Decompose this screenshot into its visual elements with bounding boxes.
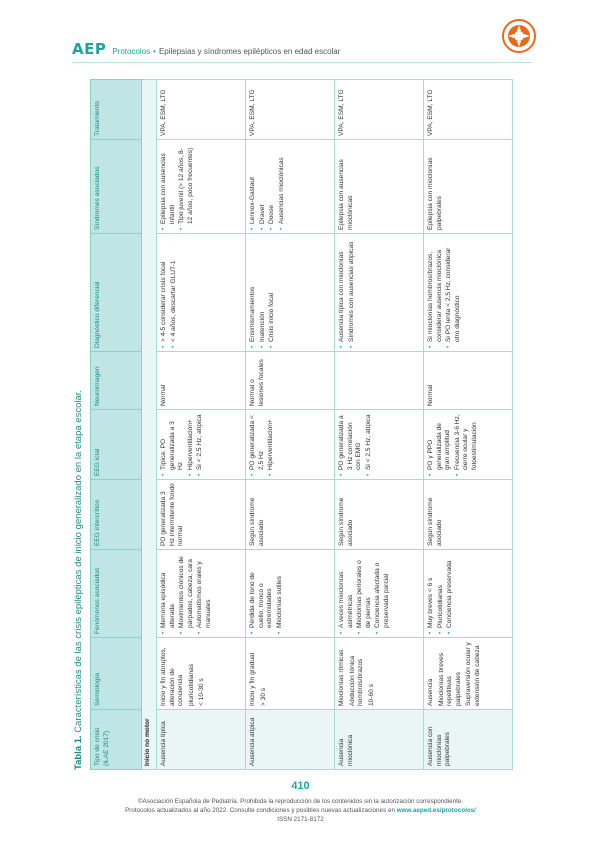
semiologia-line: 10-60 s [367,684,375,706]
list-item: • Movimientos clónicos de párpados, cabeza, cara [178,553,195,634]
table-container [73,80,528,770]
list-item: • Conciencia afectada o preservada parcial [374,553,391,634]
semiologia-line: pluricotidianas [187,663,195,706]
cell-diagnostico [424,234,513,352]
footer-update-line [0,806,601,815]
cell-tratamiento: VPA, ESM, LTG [246,80,335,140]
semiologia-line: Abducción tónica hombros/brazos [348,655,365,706]
cell-neuroimagen [335,352,424,410]
semiologia-line: Inicio y fin abruptos, alteración de conciencia [160,647,185,706]
header-section: Protocolos [112,47,151,56]
cell-neuroimagen: Normal o lesiones focales [246,352,335,410]
cell-tipo: Ausencia con mioclonías palpebrales [424,710,513,770]
cell-eeg-ictal [335,410,424,480]
list-item: • Mioclonías periorales o de piernas [356,553,373,634]
list-item: • Tipo juvenil (> 12 años, 8-12 años, poco frecuentes) [178,143,195,230]
table-row [157,80,246,770]
semiologia-line: Mioclonías breves repetitivas palpebrales [437,652,462,706]
cell-fenomenos [424,550,513,638]
col-header: Tratamiento [91,80,142,140]
section-label: Inicio no motor [142,80,157,770]
cell-eeg-ictal [246,410,335,480]
aep-seal-icon [501,18,537,54]
cell-fenomenos [335,550,424,638]
list-item: • Epilepsia con ausencias infantil [160,143,177,230]
list-item: • Doose [268,143,277,230]
cell-tratamiento: VPA, ESM, LTG [157,80,246,140]
list-item: • Conciencia preservada [446,553,455,634]
cell-tratamiento: VPA, ESM, LTG [335,80,424,140]
list-item: • Si < 2,5 Hz, atípica [365,413,374,476]
list-item: • < 4 años, descartar GLUT-1 [170,237,179,348]
list-item: • Típica: PO generalizada a 3 Hz [160,413,186,476]
cell-tratamiento: VPA, ESM, LTG [424,80,513,140]
list-item: • Mioclonías sutiles [276,553,285,634]
semiologia-line: Inicio y fin gradual [249,652,256,706]
footer-issn: ISSN 2171-8172 [277,816,324,824]
cell-tipo: Ausencia típica [157,710,246,770]
list-item: • PO y PPO generalizada de gran amplitud [427,413,453,476]
cell-tipo: Ausencia atípica [246,710,335,770]
list-item: • Muy breves < 6 s [427,553,436,634]
col-header: Fenómenos asociados [91,550,142,638]
list-item: • Dravet [259,143,268,230]
list-item: • Frecuencia 3-6 Hz, cierre ocular y fotoestimulación [454,413,480,476]
col-header: EEG ictal [91,410,142,480]
semiologia-line: > 30 s [259,687,267,706]
cell-neuroimagen: Normal [424,352,513,410]
list-item: • Ausencia típica con mioclonías [338,237,347,348]
col-header: EEG intercrítico [91,480,142,550]
cell-sindromes [246,140,335,234]
cell-semiologia [246,638,335,710]
list-item: • Si mioclonías hombros/brazos, considerar ausencia mioclónica [427,237,444,348]
list-item: • > 4-5 considerar crisis focal [160,237,169,348]
list-item: • Automatismos orales y manuales [196,553,213,634]
semiologia-line: < 10-30 s [198,678,206,706]
header-title: Epilepsias y síndromes epilépticos en edad escolar [158,47,341,56]
cell-sindromes [157,140,246,234]
list-item: • PO generalizada a 3 Hz correlación con EMG [338,413,364,476]
cell-eeg-intercritico: PO generalizada 3 Hz intermitente fondo normal [157,480,246,550]
table-row [335,80,424,770]
list-item: • Si PO lenta < 2,5 Hz, considerar otro diagnóstico [445,237,462,348]
table-caption [73,80,84,770]
col-header: Diagnóstico diferencial [91,234,142,352]
cell-eeg-ictal [157,410,246,480]
cell-eeg-intercritico: Según síndrome asociado [335,480,424,550]
page-number: 410 [291,780,310,792]
col-header: Semiología [91,638,142,710]
caption-text: Características de las crisis epilépticas de inicio generalizado en la etapa escolar. [73,389,84,733]
semiologia-line: Supraversión ocular y extensión de cabeza [465,642,481,706]
list-item: • Pérdida de tono de cuello, tronco o extremidades [249,553,275,634]
footer-copyright: ©Asociación Española de Pediatría. Prohibida la reproducción de los contenidos sin la autorización correspondiente. [137,798,464,805]
semiologia-line: Mioclonías rítmicas [338,649,345,706]
header-rule [72,62,532,63]
cell-sindromes: Epilepsia con ausencias mioclónicas [335,140,424,234]
cell-semiologia [157,638,246,710]
table-header-row [91,80,142,770]
cell-semiologia [424,638,513,710]
list-item: • Síndromes con ausencias atípicas [348,237,357,348]
cell-semiologia [335,638,424,710]
table-row [424,80,513,770]
list-item: • Memoria episódica alterada [160,553,177,634]
list-item: • PO generalizada < 2,5 Hz [249,413,266,476]
cell-diagnostico [157,234,246,352]
header-separator: • [153,47,156,56]
col-header: Tipo de crisis (ILAE 2017) [91,710,142,770]
table-row [246,80,335,770]
aep-logo: AEP [72,40,107,58]
list-item: • Ensimismamientos [249,237,258,348]
page-header [72,40,340,60]
page-footer [0,797,601,824]
list-item: • Hiperventilación+ [267,413,276,476]
list-item: • Crisis inicio focal [268,237,277,348]
cell-eeg-intercritico: Según síndrome asociado [424,480,513,550]
cell-fenomenos [246,550,335,638]
list-item: • Lennox-Gastaut [249,143,258,230]
list-item: • Si < 2,5 Hz, atípica [196,413,205,476]
col-header: Neuroimagen [91,352,142,410]
list-item: • A veces mioclonías asimétricas [338,553,355,634]
list-item: • Pluricotidianas [437,553,446,634]
semiologia-line: Ausencia [427,678,434,706]
cell-tipo: Ausencia mioclónica [335,710,424,770]
seizure-table [90,79,513,770]
cell-sindromes: Epilepsia con mioclonías palpebrales [424,140,513,234]
list-item: • Hiperventilación+ [187,413,196,476]
cell-neuroimagen: Normal [157,352,246,410]
rotated-table-area [73,80,528,770]
footer-link[interactable]: www.aeped.es/protocolos/ [396,807,476,815]
caption-label: Tabla 1. [73,735,84,770]
cell-eeg-ictal [424,410,513,480]
cell-fenomenos [157,550,246,638]
col-header: Síndromes asociados [91,140,142,234]
list-item: • Inatención [259,237,268,348]
footer-update-text: Protocolos actualizados al año 2022. Consulte condiciones y posibles nuevas actualizaciones en [125,807,395,815]
cell-eeg-intercritico: Según síndrome asociado [246,480,335,550]
section-row [142,80,157,770]
cell-diagnostico [335,234,424,352]
cell-diagnostico [246,234,335,352]
list-item: • Ausencias mioclónicas [278,143,287,230]
